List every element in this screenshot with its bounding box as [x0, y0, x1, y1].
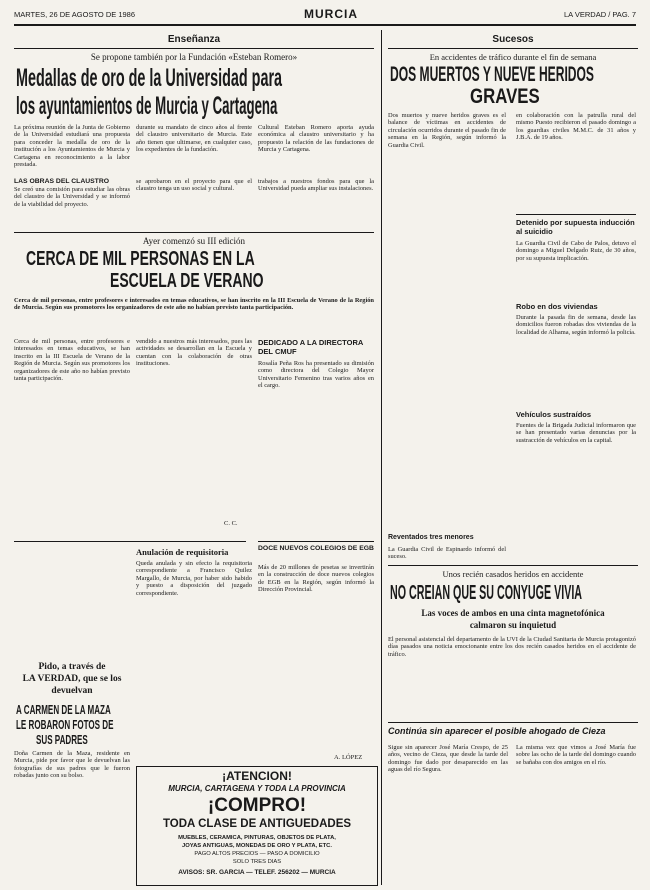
headline-muertos-1: DOS MUERTOS Y NUEVE HERIDOS — [390, 63, 594, 86]
headline-carmen-3: SUS PADRES — [36, 732, 88, 747]
headline-carmen-1: A CARMEN DE LA MAZA — [16, 702, 111, 717]
divider — [258, 541, 374, 542]
pido-line3: devuelvan — [51, 686, 93, 696]
detenido-body: La Guardia Civil de Cabo de Palos, detuvo el domingo a Miguel Delgado Ruiz, de 30 años, por su supuesta implicación. — [516, 240, 636, 262]
no-creian-body: El personal asistencial del departamento de la UVI de la Ciudad Sanitaria de Murcia protagonizó días pasados una noticia emocionante entre los dos recién casados heridos en el accidente de tráfico. — [388, 636, 636, 658]
masthead — [14, 6, 636, 26]
divider — [516, 214, 636, 215]
pido-line2: LA VERDAD, que se los — [22, 674, 122, 684]
column-separator — [381, 30, 382, 885]
robo-title: Robo en dos viviendas — [516, 302, 598, 311]
medallas-col3: Cultural Esteban Romero aporta ayuda económica al claustro universitario y ha propuesto la relación de las fundaciones de Murcia y Cartagena. — [258, 124, 374, 154]
no-creian-sub-2: calmaron su inquietud — [469, 620, 557, 630]
ad-items-1: MUEBLES, CERAMICA, PINTURAS, OBJETOS DE PLATA, — [178, 835, 336, 841]
vehiculos-title: Vehículos sustraídos — [516, 410, 592, 419]
section-rule-right — [388, 48, 638, 49]
page-number: LA VERDAD / PAG. 7 — [564, 10, 636, 19]
article-kicker: En accidentes de tráfico durante el fin de semana — [429, 52, 597, 62]
section-rule-left — [14, 48, 374, 49]
medallas-col2: durante su mandato de cinco años al frente del claustro universitario de Murcia. Este año tienen que ultimarse, en cualquier caso, los expedientes de la fundación. — [136, 124, 252, 154]
masthead-rule — [14, 24, 636, 26]
headline-no-creian: NO CREIAN QUE SU CONYUGE VIVIA — [390, 582, 583, 604]
medallas-col1: La próxima reunión de la Junta de Gobierno de la Universidad estudiará una propuesta para conceder la medalla de oro de la institución a los Ayuntamientos de Murcia y Cartagena en reconocimiento a la labor prestada. — [14, 124, 130, 169]
obras-col2: se aprobaron en el proyecto para que el claustro tenga un uso social y cultural. — [136, 178, 252, 193]
reventados-body: La Guardia Civil de Espinardo informó del suceso. — [388, 546, 506, 560]
no-creian-sub-1: Las voces de ambos en una cinta magnetofónica — [421, 608, 605, 618]
continua-title: Continúa sin aparecer el posible ahogado de Cieza — [388, 726, 606, 736]
divider — [14, 232, 374, 233]
article-kicker: Unos recién casados heridos en accidente — [442, 569, 584, 579]
ad-attention: ¡ATENCION! — [222, 769, 292, 783]
divider — [388, 565, 638, 566]
ad-items-2: JOYAS ANTIGUAS, MONEDAS DE ORO Y PLATA, ETC. — [182, 843, 332, 849]
divider — [388, 722, 638, 723]
issue-date: MARTES, 26 DE AGOSTO DE 1986 — [14, 10, 136, 19]
subhead-obras: LAS OBRAS DEL CLAUSTRO — [14, 178, 110, 185]
ad-region: MURCIA, CARTAGENA Y TODA LA PROVINCIA — [168, 784, 346, 793]
headline-carmen-2: LE ROBARON FOTOS DE — [16, 717, 114, 732]
ad-contact: AVISOS: SR. GARCIA — TELEF. 256202 — MURCIA — [178, 869, 336, 876]
section-label-ensenanza: Enseñanza — [167, 34, 221, 45]
colegios-title: DOCE NUEVOS COLEGIOS DE EGB — [258, 545, 374, 552]
dedicado-title: DEDICADO A LA DIRECTORA DEL CMUF — [258, 338, 363, 356]
ad-compro: ¡COMPRO! — [207, 795, 307, 816]
anulacion-body: Queda anulada y sin efecto la requisitoria correspondiente a Francisco Quilez Margallo, de Murcia, por haber sido habido y puesto a disposición del juzgado correspondiente. — [136, 560, 252, 597]
headline-escuela-1: CERCA DE MIL PERSONAS EN LA — [26, 248, 255, 270]
divider — [14, 541, 246, 542]
article-kicker: Se propone también por la Fundación «Esteban Romero» — [90, 52, 298, 62]
obras-col1: Se creó una comisión para estudiar las obras del claustro de la Universidad y se informó de la viabilidad del proyecto. — [14, 186, 130, 208]
headline-medallas-1: Medallas de oro de la Universidad para — [16, 64, 283, 92]
continua-col2: La misma vez que vimos a José María fue sobre las ocho de la tarde del domingo cuando se bañaba con dos amigos en el río. — [516, 744, 636, 766]
dedicado-body: Rosalía Peña Ros ha presentado su dimisión como directora del Colegio Mayor Universitario Femenino tras varios años en el cargo. — [258, 360, 374, 390]
colegios-body: Más de 20 millones de pesetas se invertirán en la construcción de doce nuevos colegios de EGB en la Región, según informó la Dirección Provincial. — [258, 564, 374, 594]
pido-kicker: Pido, a través de — [38, 662, 106, 672]
headline-medallas-2: los ayuntamientos de Murcia y Cartagena — [16, 92, 278, 120]
robo-body: Durante la pasada fin de semana, desde las domicilios fueron robadas dos viviendas de la localidad de Alhama, según informó la policía. — [516, 314, 636, 336]
dedicado-box — [258, 336, 374, 536]
antiques-ad — [136, 766, 378, 886]
escuela-col2: vendido a nuestros más interesados, pues las actividades se desarrollan en la Escuela y cuentan con la colaboración de otras instituciones. — [136, 338, 252, 368]
escuela-lead: Cerca de mil personas, entre profesores e interesados en temas educativos, se han inscrito en la III Escuela de Verano de la Región de Murcia. Según sus promotores los organizadores de este año no habían previsto tanta participación. — [14, 297, 374, 312]
vehiculos-body: Fuentes de la Brigada Judicial informaron que se han presentado varias denuncias por la sustracción de vehículos en la capital. — [516, 422, 636, 444]
anulacion-title: Anulación de requisitoria — [136, 547, 229, 557]
obras-col3: trabajos a nuestros fondos para que la Universidad pueda ampliar sus instalaciones. — [258, 178, 374, 193]
escuela-col1: Cerca de mil personas, entre profesores e interesados en temas educativos, se han inscrito en la III Escuela de Verano de la Región de Murcia. Según sus promotores los organizadores de este año no habían previsto tanta participación. — [14, 338, 130, 383]
article-kicker: Ayer comenzó su III edición — [142, 236, 246, 246]
colegios-signature: A. LÓPEZ — [334, 754, 363, 761]
author-signature: C. C. — [224, 520, 238, 527]
muertos-col1: Dos muertos y nueve heridos graves es el balance de víctimas en accidentes de circulación ocurridos durante el pasado fin de semana en la Región, según informó la Guardia Civil. — [388, 112, 506, 149]
headline-muertos-2: GRAVES — [470, 85, 540, 108]
ad-antiguedades: TODA CLASE DE ANTIGUEDADES — [162, 818, 352, 830]
continua-col1: Sigue sin aparecer José María Crespo, de 25 años, vecino de Cieza, que desde la tarde del domingo fue dado por desaparecido en las aguas del río Segura. — [388, 744, 508, 774]
reventados-title: Reventados tres menores — [388, 534, 474, 541]
carmen-body: Doña Carmen de la Maza, residente en Murcia, pide por favor que le devuelvan las fotografías de sus padres que le fueron robadas junto con su bolso. — [14, 750, 130, 780]
section-title: MURCIA — [304, 7, 358, 21]
muertos-col2: en colaboración con la patrulla rural del mismo Puesto recibieron el pasado domingo a los guardias civiles M.M.C. de 31 años y J.B.A. de 19 años. — [516, 112, 636, 142]
detenido-title: Detenido por supuesta inducción al suicidio — [516, 218, 635, 236]
headline-escuela-2: ESCUELA DE VERANO — [110, 270, 264, 292]
section-label-sucesos: Sucesos — [492, 34, 534, 45]
ad-days: SOLO TRES DIAS — [232, 859, 282, 865]
ad-prices: PAGO ALTOS PRECIOS — PASO A DOMICILIO — [194, 851, 320, 857]
